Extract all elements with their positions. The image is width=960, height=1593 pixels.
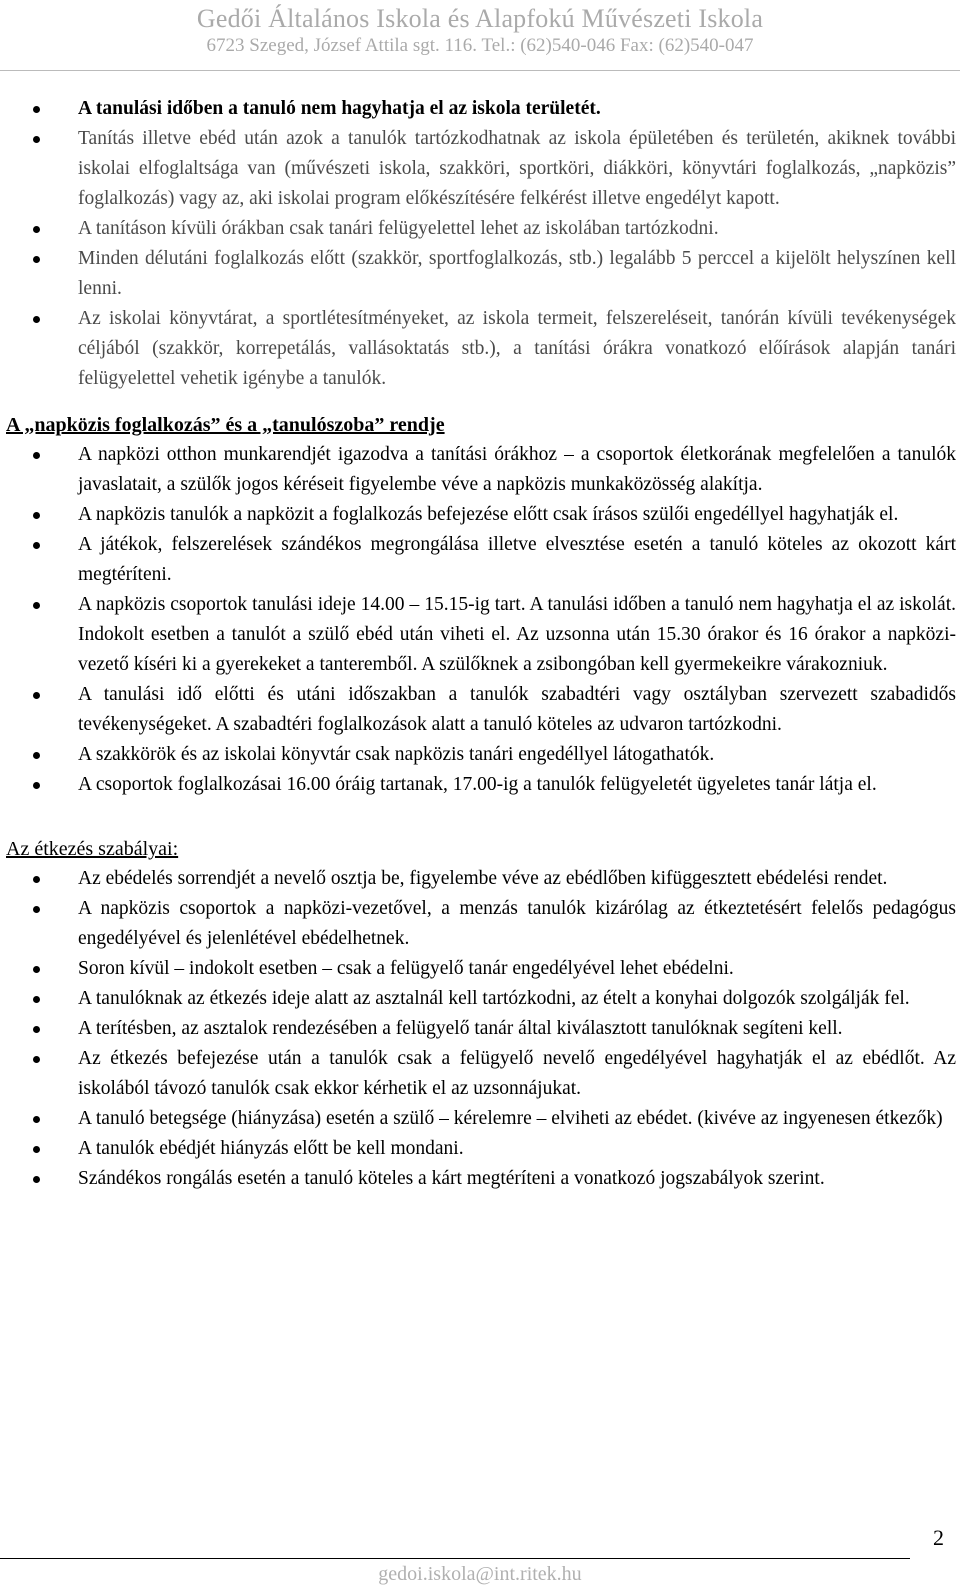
header-divider — [0, 70, 960, 71]
list-item: A tanításon kívüli órákban csak tanári felügyelettel lehet az iskolában tartózkodni. — [6, 214, 956, 244]
spacer — [6, 800, 956, 818]
list-item: A napközis csoportok tanulási ideje 14.00 – 15.15-ig tart. A tanulási időben a tanuló nem hagyhatja el az iskolát. Indokolt esetben a tanulót a szülő ebéd után viheti el. Az uzsonna után 15.30 órakor és 16 órakor a napközi-vezető kíséri ki a gyerekeket a tanteremből. A szülőknek a zsibongóban kell gyermekeikre várakozniuk. — [6, 590, 956, 680]
list-item: Minden délutáni foglalkozás előtt (szakkör, sportfoglalkozás, stb.) legalább 5 perccel a kijelölt helyszínen kell lenni. — [6, 244, 956, 304]
list-item: A szakkörök és az iskolai könyvtár csak napközis tanári engedéllyel látogathatók. — [6, 740, 956, 770]
footer-divider — [0, 1558, 910, 1559]
section-title-napkozi: A „napközis foglalkozás” és a „tanulószoba” rendje — [6, 414, 445, 436]
section-title-etkezes: Az étkezés szabályai: — [6, 838, 179, 860]
intro-list — [6, 94, 956, 394]
list-item: Tanítás illetve ebéd után azok a tanulók tartózkodhatnak az iskola épületében és területén, akiknek további iskolai elfoglaltsága van (művészeti iskola, szakköri, sportköri, diákköri, könyvtári foglalkozás, „napközis” foglalkozás) vagy az, aki iskolai program előkészítésére felkérést illetve engedélyt kapott. — [6, 124, 956, 214]
list-item: A tanulóknak az étkezés ideje alatt az asztalnál kell tartózkodni, az ételt a konyhai dolgozók szolgálják fel. — [6, 984, 956, 1014]
list-item: A napközis tanulók a napközit a foglalkozás befejezése előtt csak írásos szülői engedéllyel hagyhatják el. — [6, 500, 956, 530]
list-item: A napközis csoportok a napközi-vezetővel, a menzás tanulók kizárólag az étkeztetésért felelős pedagógus engedélyével és jelenlétével ebédelhetnek. — [6, 894, 956, 954]
letterhead — [0, 4, 960, 57]
list-item: Az iskolai könyvtárat, a sportlétesítményeket, az iskola termeit, felszereléseit, tanórán kívüli tevékenységek céljából (szakkör, korrepetálás, vallásoktatás stb.), a tanítási órákra vonatkozó előírások alapján tanári felügyelettel vehetik igénybe a tanulók. — [6, 304, 956, 394]
school-address: 6723 Szeged, József Attila sgt. 116. Tel.: (62)540-046 Fax: (62)540-047 — [206, 35, 754, 56]
school-name: Gedői Általános Iskola és Alapfokú Művészeti Iskola — [196, 4, 764, 33]
etkezes-list — [6, 864, 956, 1194]
list-item: Az ebédelés sorrendjét a nevelő osztja be, figyelembe véve az ebédlőben kifüggesztett ebédelési rendet. — [6, 864, 956, 894]
list-item: A csoportok foglalkozásai 16.00 óráig tartanak, 17.00-ig a tanulók felügyeletét ügyeletes tanár látja el. — [6, 770, 956, 800]
list-item: A terítésben, az asztalok rendezésében a felügyelő tanár által kiválasztott tanulóknak segíteni kell. — [6, 1014, 956, 1044]
list-item: Az étkezés befejezése után a tanulók csak a felügyelő nevelő engedélyével hagyhatják el az ebédlőt. Az iskolából távozó tanulók csak ekkor kérhetik el az uzsonnájukat. — [6, 1044, 956, 1104]
list-item: A játékok, felszerelések szándékos megrongálása illetve elvesztése esetén a tanuló köteles az okozott kárt megtéríteni. — [6, 530, 956, 590]
list-item: A tanuló betegsége (hiányzása) esetén a szülő – kérelemre – elviheti az ebédet. (kivéve az ingyenesen étkezők) — [6, 1104, 956, 1134]
page-number: 2 — [933, 1525, 944, 1550]
list-item: A tanulási idő előtti és utáni időszakban a tanulók szabadtéri vagy osztályban szervezett szabadidős tevékenységeket. A szabadtéri foglalkozások alatt a tanuló köteles az udvaron tartózkodni. — [6, 680, 956, 740]
list-item: Soron kívül – indokolt esetben – csak a felügyelő tanár engedélyével lehet ebédelni. — [6, 954, 956, 984]
document-body — [6, 94, 956, 1194]
napkozi-list — [6, 440, 956, 800]
list-item: A tanulási időben a tanuló nem hagyhatja el az iskola területét. — [6, 94, 956, 124]
list-item: Szándékos rongálás esetén a tanuló köteles a kárt megtéríteni a vonatkozó jogszabályok szerint. — [6, 1164, 956, 1194]
footer-email: gedoi.iskola@int.ritek.hu — [378, 1563, 582, 1585]
list-item: A napközi otthon munkarendjét igazodva a tanítási órákhoz – a csoportok életkorának megfelelően a tanulók javaslatait, a szülők jogos kéréseit figyelembe véve a napközis munkaközösség alakítja. — [6, 440, 956, 500]
list-item: A tanulók ebédjét hiányzás előtt be kell mondani. — [6, 1134, 956, 1164]
